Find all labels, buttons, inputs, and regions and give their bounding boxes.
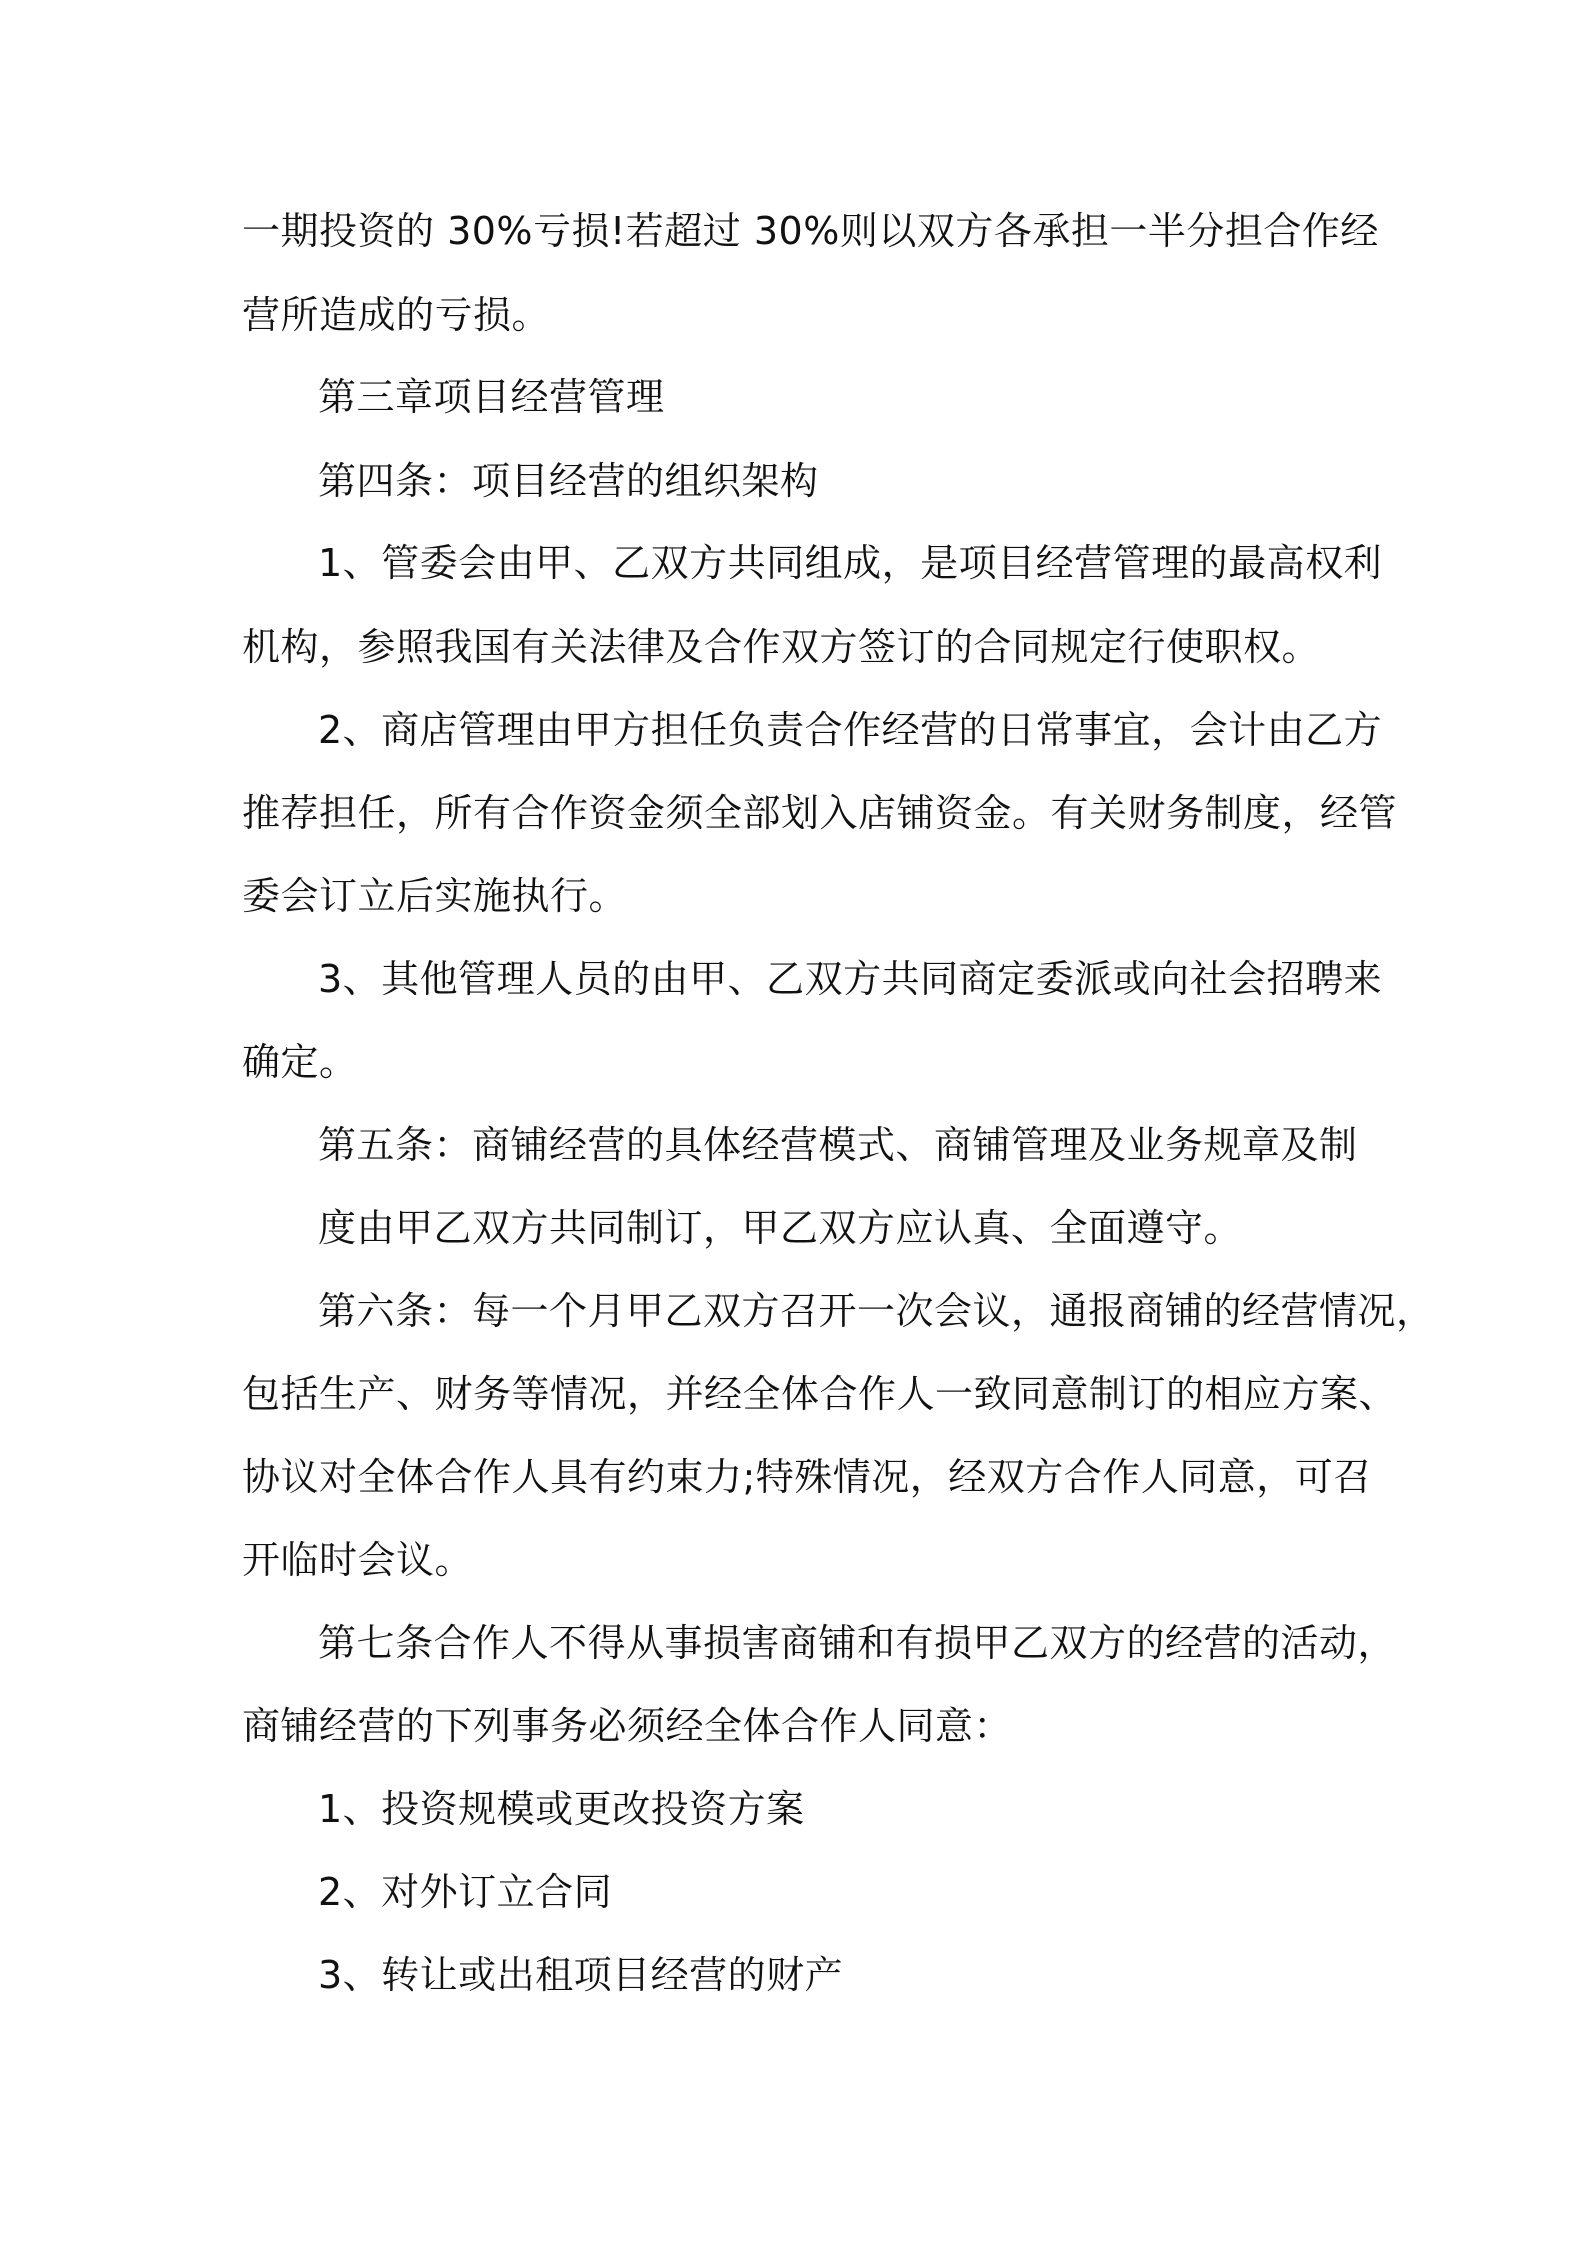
text-line: 确定。 xyxy=(242,1040,358,1084)
article-line: 第五条：商铺经营的具体经营模式、商铺管理及业务规章及制 xyxy=(318,1123,1358,1167)
list-item: 2、对外订立合同 xyxy=(318,1870,613,1914)
text-line: 营所造成的亏损。 xyxy=(242,293,551,337)
text-line: 2、商店管理由甲方担任负责合作经营的日常事宜，会计由乙方 xyxy=(318,708,1383,752)
text-line: 机构，参照我国有关法律及合作双方签订的合同规定行使职权。 xyxy=(242,625,1321,669)
text-line: 包括生产、财务等情况，并经全体合作人一致同意制订的相应方案、 xyxy=(242,1372,1398,1416)
text-line: 推荐担任，所有合作资金须全部划入店铺资金。有关财务制度，经管 xyxy=(242,791,1398,835)
text-line: 协议对全体合作人具有约束力;特殊情况，经双方合作人同意，可召 xyxy=(242,1455,1372,1499)
article-line: 第六条：每一个月甲乙双方召开一次会议，通报商铺的经营情况， xyxy=(318,1289,1435,1333)
text-line: 开临时会议。 xyxy=(242,1538,474,1582)
article-line: 第七条合作人不得从事损害商铺和有损甲乙双方的经营的活动， xyxy=(318,1621,1397,1665)
text-line: 3、其他管理人员的由甲、乙双方共同商定委派或向社会招聘来 xyxy=(318,957,1383,1001)
text-line: 委会订立后实施执行。 xyxy=(242,874,628,918)
chapter-heading: 第三章项目经营管理 xyxy=(318,375,665,419)
article-line: 度由甲乙双方共同制订，甲乙双方应认真、全面遵守。 xyxy=(318,1206,1243,1250)
text-line: 商铺经营的下列事务必须经全体合作人同意： xyxy=(242,1704,1013,1748)
text-line: 1、管委会由甲、乙双方共同组成，是项目经营管理的最高权利 xyxy=(318,541,1383,585)
list-item: 1、投资规模或更改投资方案 xyxy=(318,1787,805,1831)
text-line: 一期投资的 30%亏损!若超过 30%则以双方各承担一半分担合作经 xyxy=(242,209,1379,253)
article-heading: 第四条：项目经营的组织架构 xyxy=(318,459,819,503)
list-item: 3、转让或出租项目经营的财产 xyxy=(318,1953,844,1997)
